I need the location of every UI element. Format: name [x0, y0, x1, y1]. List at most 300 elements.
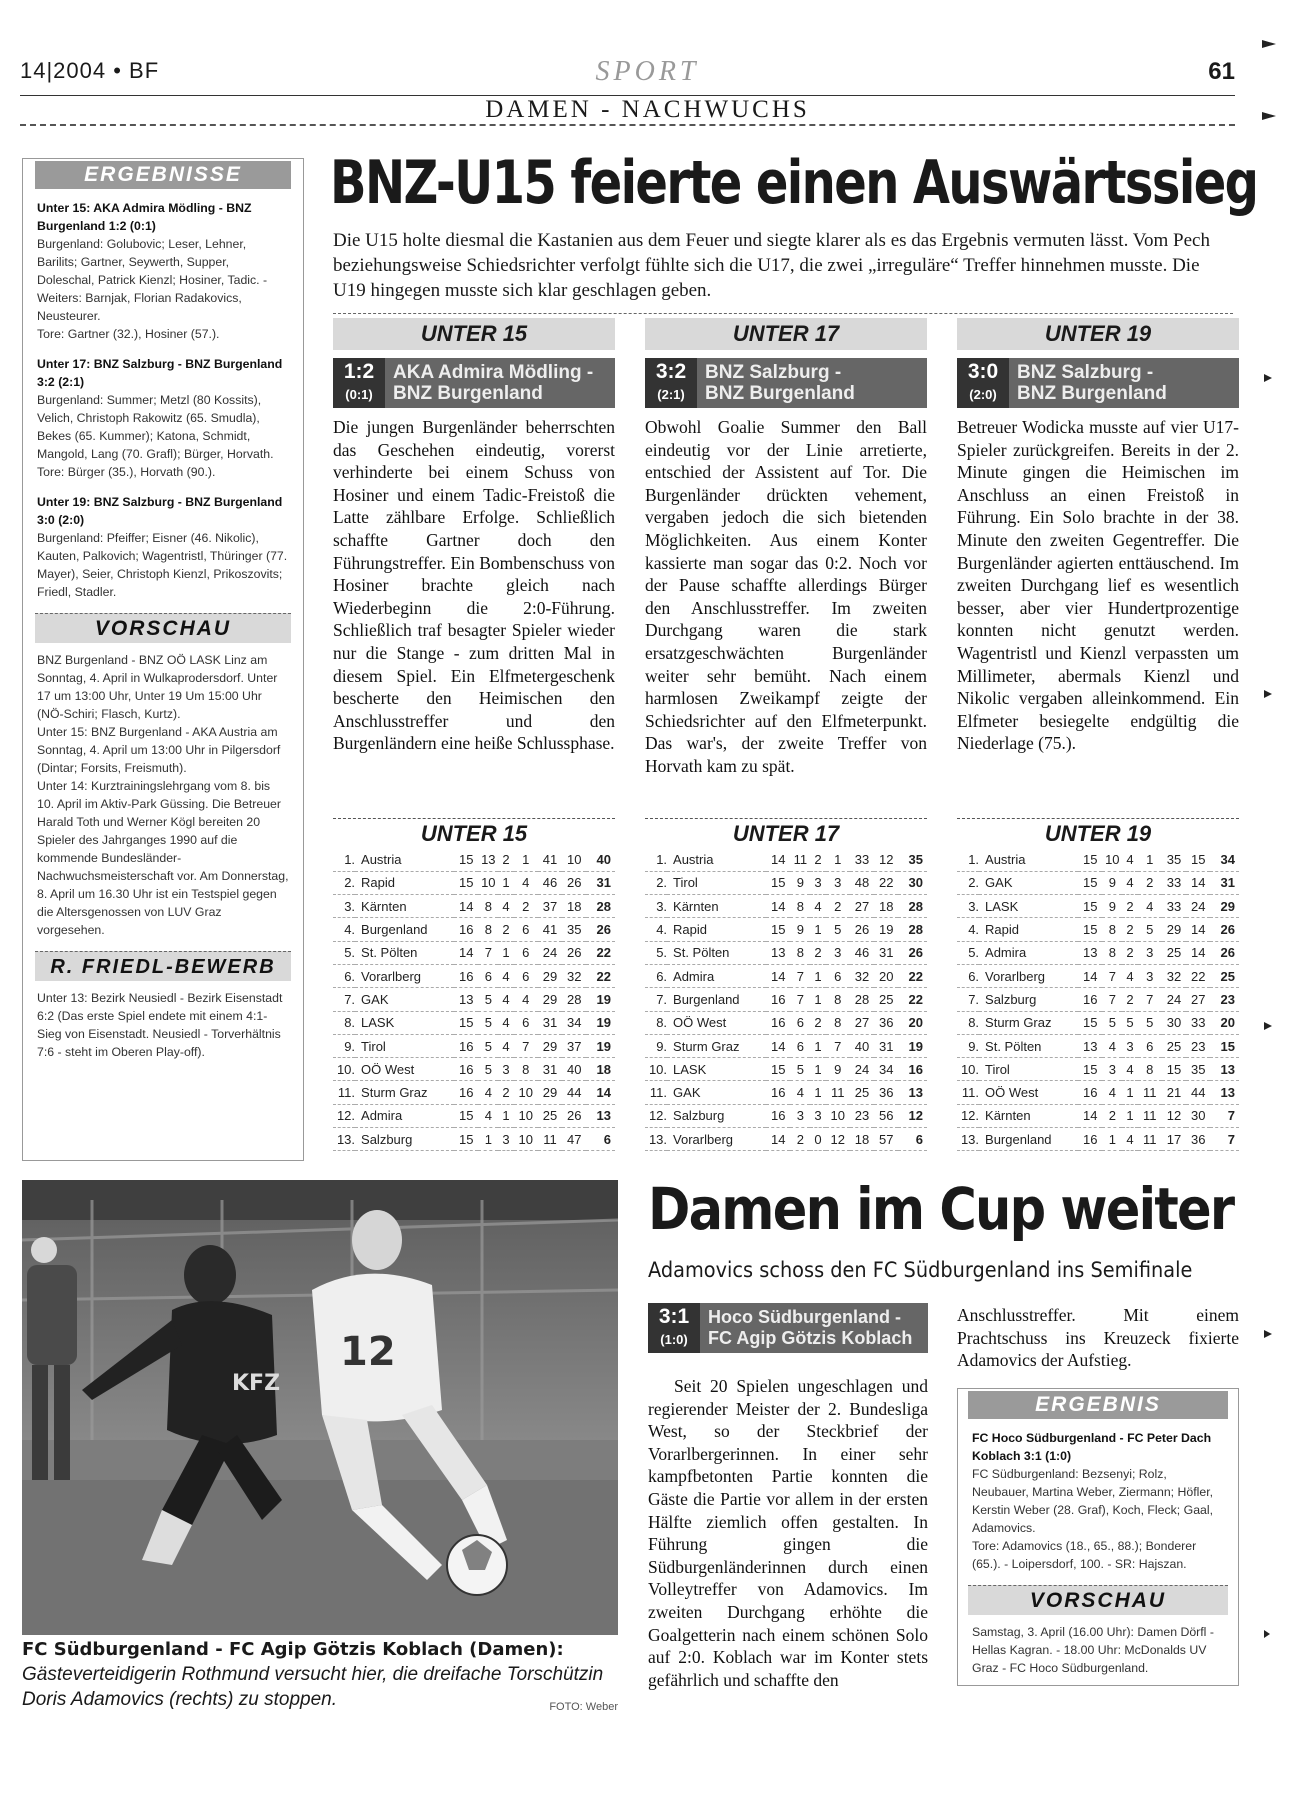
stat-cell: 14	[1186, 918, 1210, 941]
stat-cell: 1	[1138, 848, 1162, 871]
stat-cell: 9	[826, 1058, 850, 1081]
table-row	[957, 1081, 1239, 1104]
stat-cell: 4	[514, 871, 538, 894]
table-row	[333, 964, 615, 987]
stat-cell: 1.	[645, 848, 667, 871]
damen-preview: Samstag, 3. April (16.00 Uhr): Damen Dörfl - Hellas Kagran. - 18.00 Uhr: McDonalds UV Graz - FC Hoco Südburgenland.	[972, 1624, 1214, 1675]
stat-cell: 1	[810, 988, 825, 1011]
team-cell: GAK	[979, 871, 1078, 894]
table-row	[645, 1011, 927, 1034]
points-cell: 19	[586, 1011, 615, 1034]
stat-cell: 24	[1186, 895, 1210, 918]
stat-cell: 8	[826, 988, 850, 1011]
team-cell: St. Pölten	[667, 941, 766, 964]
table-heading: UNTER 17	[645, 818, 927, 848]
stat-cell: 5.	[645, 941, 667, 964]
table-row	[333, 1011, 615, 1034]
damen-results-box	[957, 1388, 1239, 1686]
points-cell: 13	[586, 1104, 615, 1127]
points-cell: 12	[898, 1104, 927, 1127]
preview-item: BNZ Burgenland - BNZ OÖ LASK Linz am Sonntag, 4. April in Wulkaprodersdorf. Unter 17 um 13:00 Uhr, Unter 19 Um 15:00 Uhr (NÖ-Schiri; Flasch, Kurtz).	[37, 653, 278, 721]
stat-cell: 22	[1186, 964, 1210, 987]
stat-cell: 36	[874, 1081, 898, 1104]
stat-cell: 5	[1102, 1011, 1122, 1034]
stat-cell: 1	[498, 1104, 513, 1127]
stat-cell: 4	[790, 1081, 810, 1104]
table-row	[645, 964, 927, 987]
stat-cell: 2	[790, 1128, 810, 1151]
stat-cell: 8.	[957, 1011, 979, 1034]
table-row	[645, 988, 927, 1011]
table-row	[333, 895, 615, 918]
team-cell: Kärnten	[979, 1104, 1078, 1127]
team-cell: Kärnten	[667, 895, 766, 918]
stat-cell: 15	[454, 1128, 478, 1151]
points-cell: 26	[898, 941, 927, 964]
stat-cell: 6	[514, 941, 538, 964]
team-cell: Burgenland	[979, 1128, 1078, 1151]
points-cell: 14	[586, 1081, 615, 1104]
stat-cell: 5.	[957, 941, 979, 964]
table-row	[333, 1104, 615, 1127]
stat-cell: 3	[810, 1104, 825, 1127]
photo-caption: FC Südburgenland - FC Agip Götzis Koblach (Damen): Gästeverteidigerin Rothmund versucht hier, die dreifache Torschützin Doris Adamovics (rechts) zu stoppen. FOTO: Weber	[22, 1637, 618, 1720]
section-title: SPORT	[595, 56, 700, 87]
points-cell: 7	[1210, 1128, 1239, 1151]
team-cell: Tirol	[667, 871, 766, 894]
table-row	[645, 1034, 927, 1057]
stat-cell: 37	[562, 1034, 586, 1057]
team-cell: LASK	[979, 895, 1078, 918]
stat-cell: 5	[478, 1058, 498, 1081]
score-bar: 3:0 (2:0) BNZ Salzburg - BNZ Burgenland	[957, 358, 1239, 408]
stat-cell: 10	[514, 1081, 538, 1104]
svg-text:12: 12	[340, 1329, 396, 1375]
stat-cell: 6.	[645, 964, 667, 987]
photo-illustration	[22, 1180, 618, 1635]
stat-cell: 32	[562, 964, 586, 987]
stat-cell: 46	[850, 941, 874, 964]
team-cell: Rapid	[355, 871, 454, 894]
table-row	[645, 941, 927, 964]
points-cell: 18	[586, 1058, 615, 1081]
stat-cell: 17	[1162, 1128, 1186, 1151]
stat-cell: 3	[790, 1104, 810, 1127]
score-bar: 3:2 (2:1) BNZ Salzburg - BNZ Burgenland	[645, 358, 927, 408]
stat-cell: 2	[1122, 988, 1137, 1011]
table-row	[333, 848, 615, 871]
stat-cell: 3.	[645, 895, 667, 918]
stat-cell: 11	[1138, 1081, 1162, 1104]
stat-cell: 23	[1186, 1034, 1210, 1057]
stat-cell: 11	[1138, 1104, 1162, 1127]
stat-cell: 41	[538, 848, 562, 871]
points-cell: 26	[586, 918, 615, 941]
sidebar-box	[22, 158, 304, 1161]
table-row	[645, 1081, 927, 1104]
stat-cell: 1	[514, 848, 538, 871]
stat-cell: 37	[538, 895, 562, 918]
stat-cell: 11	[1138, 1128, 1162, 1151]
stat-cell: 31	[874, 1034, 898, 1057]
stat-cell: 16	[454, 964, 478, 987]
team-cell: OÖ West	[979, 1081, 1078, 1104]
u19-result: Unter 19: BNZ Salzburg - BNZ Burgenland 3:0 (2:0) Burgenland: Pfeiffer; Eisner (46. Nikolic), Kauten, Palkovich; Wagentristl, Thüringer (77. Mayer), Seier, Christoph Kienzl, Prikoszovits; Friedl, Stadler.	[37, 495, 288, 599]
stat-cell: 14	[1186, 941, 1210, 964]
stat-cell: 0	[810, 1128, 825, 1151]
stat-cell: 14	[766, 895, 790, 918]
stat-cell: 44	[562, 1081, 586, 1104]
team-cell: Burgenland	[355, 918, 454, 941]
stat-cell: 1	[810, 1081, 825, 1104]
stat-cell: 1	[810, 918, 825, 941]
stat-cell: 26	[562, 1104, 586, 1127]
photo-credit: FOTO: Weber	[549, 1701, 618, 1713]
team-cell: Admira	[667, 964, 766, 987]
stat-cell: 34	[562, 1011, 586, 1034]
ergebnisse-heading: ERGEBNISSE	[35, 161, 291, 189]
stat-cell: 12	[874, 848, 898, 871]
stat-cell: 5	[1138, 1011, 1162, 1034]
margin-arrow-icon	[1264, 1022, 1272, 1030]
stat-cell: 15	[1078, 918, 1102, 941]
table-row	[957, 848, 1239, 871]
stat-cell: 7.	[957, 988, 979, 1011]
points-cell: 28	[586, 895, 615, 918]
stat-cell: 1	[1122, 1104, 1137, 1127]
team-cell: OÖ West	[667, 1011, 766, 1034]
team-cell: Burgenland	[667, 988, 766, 1011]
lead-paragraph: Die U15 holte diesmal die Kastanien aus dem Feuer und siegte klarer als es das Ergebnis vermuten lässt. Vom Pech beziehungsweise Schiedsrichter verfolgt fühlte sich die U17, die zwei „irreguläre“ Treffer hinnehmen musste. Die U19 hingegen musste sich klar geschlagen geben.	[333, 230, 1210, 301]
stat-cell: 35	[1162, 848, 1186, 871]
damen-result: FC Hoco Südburgenland - FC Peter Dach Koblach 3:1 (1:0) FC Südburgenland: Bezsenyi; Rolz, Neubauer, Martina Weber, Ziermann; Höfler, Kerstin Weber (28. Graf), Koch, Fleck; Gaal, Adamovics. Tore: Adamovics (18., 65., 88.); Bonderer (65.). - Loipersdorf, 100. - SR: Hajszan.	[972, 1430, 1214, 1571]
points-cell: 26	[1210, 941, 1239, 964]
stat-cell: 41	[538, 918, 562, 941]
stat-cell: 3	[1102, 1058, 1122, 1081]
stat-cell: 34	[874, 1058, 898, 1081]
stat-cell: 8.	[645, 1011, 667, 1034]
team-cell: Rapid	[979, 918, 1078, 941]
table-row	[333, 1058, 615, 1081]
margin-arrow-icon	[1264, 1330, 1272, 1338]
stat-cell: 3	[1138, 941, 1162, 964]
stat-cell: 15	[1162, 1058, 1186, 1081]
stat-cell: 4.	[333, 918, 355, 941]
stat-cell: 2	[810, 848, 825, 871]
team-cell: Admira	[355, 1104, 454, 1127]
points-cell: 28	[898, 895, 927, 918]
team-cell: Vorarlberg	[355, 964, 454, 987]
table-u17-box	[645, 818, 927, 1151]
stat-cell: 15	[454, 1104, 478, 1127]
issue-label: 14|2004 • BF	[20, 58, 160, 83]
points-cell: 13	[1210, 1081, 1239, 1104]
stat-cell: 14	[766, 848, 790, 871]
stat-cell: 16	[1078, 1081, 1102, 1104]
stat-cell: 29	[538, 988, 562, 1011]
stat-cell: 4	[1138, 895, 1162, 918]
stat-cell: 5	[790, 1058, 810, 1081]
stat-cell: 7	[1102, 988, 1122, 1011]
column-heading: UNTER 15	[333, 318, 615, 350]
team-cell: OÖ West	[355, 1058, 454, 1081]
stat-cell: 1	[1122, 1081, 1137, 1104]
table-row	[645, 1104, 927, 1127]
stat-cell: 7	[790, 964, 810, 987]
column-u15	[333, 318, 615, 755]
preview-item: Unter 15: BNZ Burgenland - AKA Austria am Sonntag, 4. April um 13:00 Uhr in Pilgersdorf (Dintar; Forsits, Freismuth).	[37, 725, 281, 775]
stat-cell: 12.	[333, 1104, 355, 1127]
damen-column-left	[648, 1303, 928, 1691]
stat-cell: 44	[1186, 1081, 1210, 1104]
margin-arrow-icon	[1262, 40, 1276, 48]
stat-cell: 29	[1162, 918, 1186, 941]
points-cell: 22	[586, 964, 615, 987]
team-cell: Vorarlberg	[667, 1128, 766, 1151]
table-row	[333, 871, 615, 894]
stat-cell: 2	[1102, 1104, 1122, 1127]
points-cell: 19	[586, 1034, 615, 1057]
lead-rule	[333, 313, 1233, 314]
team-cell: Austria	[979, 848, 1078, 871]
table-row	[645, 848, 927, 871]
margin-arrow-icon	[1262, 112, 1276, 120]
stat-cell: 1	[810, 1058, 825, 1081]
points-cell: 19	[898, 1034, 927, 1057]
table-row	[957, 964, 1239, 987]
stat-cell: 2	[826, 895, 850, 918]
stat-cell: 2	[810, 941, 825, 964]
stat-cell: 14	[454, 941, 478, 964]
stat-cell: 5	[826, 918, 850, 941]
stat-cell: 14	[766, 1034, 790, 1057]
stat-cell: 11.	[645, 1081, 667, 1104]
table-row	[333, 1081, 615, 1104]
stat-cell: 8	[478, 895, 498, 918]
table-heading: UNTER 19	[957, 818, 1239, 848]
score-bar: 1:2 (0:1) AKA Admira Mödling - BNZ Burgenland	[333, 358, 615, 408]
stat-cell: 30	[1186, 1104, 1210, 1127]
stat-cell: 14	[1078, 1104, 1102, 1127]
points-cell: 40	[586, 848, 615, 871]
stat-cell: 7	[514, 1034, 538, 1057]
points-cell: 15	[1210, 1034, 1239, 1057]
stat-cell: 15	[1078, 1058, 1102, 1081]
table-row	[957, 871, 1239, 894]
stat-cell: 14	[766, 1128, 790, 1151]
stat-cell: 8.	[333, 1011, 355, 1034]
stat-cell: 4	[1102, 1081, 1122, 1104]
stat-cell: 16	[1078, 1128, 1102, 1151]
stat-cell: 1	[498, 941, 513, 964]
stat-cell: 48	[850, 871, 874, 894]
stat-cell: 2.	[957, 871, 979, 894]
stat-cell: 4	[498, 895, 513, 918]
stat-cell: 15	[766, 918, 790, 941]
stat-cell: 40	[850, 1034, 874, 1057]
stat-cell: 4	[498, 988, 513, 1011]
column-heading: UNTER 19	[957, 318, 1239, 350]
table-u15-box	[333, 818, 615, 1151]
stat-cell: 32	[850, 964, 874, 987]
stat-cell: 10.	[645, 1058, 667, 1081]
subsection-title: DAMEN - NACHWUCHS	[485, 96, 810, 123]
stat-cell: 3	[810, 871, 825, 894]
stat-cell: 15	[766, 871, 790, 894]
team-cell: Vorarlberg	[979, 964, 1078, 987]
stat-cell: 29	[538, 1034, 562, 1057]
column-text: Obwohl Goalie Summer den Ball eindeutig vor der Linie arretierte, entschied der Assistent auf Tor. Die Burgenländer drückten vehement, vergaben jedoch die sich bietenden Möglichkeiten. Aus einem Konter kassierte man sogar das 0:2. Noch vor der Pause schaffte allerdings Bürger den Anschlusstreffer. Im zweiten Durchgang waren die stark ersatzgeschwächten Burgenländer weiter sehr bemüht. Nach einem harmlosen Zweikampf zeigte der Schiedsrichter auf den Elfmeterpunkt. Das war's, der zweite Treffer von Horvath kam zu spät.	[645, 417, 927, 776]
stat-cell: 8	[478, 918, 498, 941]
match-photo	[22, 1180, 618, 1635]
stat-cell: 1.	[957, 848, 979, 871]
stat-cell: 3.	[333, 895, 355, 918]
margin-arrow-icon	[1264, 690, 1272, 698]
points-cell: 22	[898, 964, 927, 987]
stat-cell: 16	[1078, 988, 1102, 1011]
stat-cell: 14	[454, 895, 478, 918]
stat-cell: 57	[874, 1128, 898, 1151]
points-cell: 19	[586, 988, 615, 1011]
team-cell: St. Pölten	[355, 941, 454, 964]
points-cell: 13	[1210, 1058, 1239, 1081]
stat-cell: 2	[514, 895, 538, 918]
stat-cell: 3	[1122, 1034, 1137, 1057]
stat-cell: 16	[766, 988, 790, 1011]
stat-cell: 4.	[957, 918, 979, 941]
vorschau-heading: VORSCHAU	[35, 613, 291, 643]
stat-cell: 4	[478, 1104, 498, 1127]
stat-cell: 9.	[645, 1034, 667, 1057]
stat-cell: 19	[874, 918, 898, 941]
damen-score-bar: 3:1 (1:0) Hoco Südburgenland - FC Agip Götzis Koblach	[648, 1303, 928, 1353]
table-row	[333, 988, 615, 1011]
stat-cell: 15	[1078, 871, 1102, 894]
stat-cell: 4	[810, 895, 825, 918]
stat-cell: 8	[1138, 1058, 1162, 1081]
stat-cell: 2	[1122, 941, 1137, 964]
stat-cell: 35	[562, 918, 586, 941]
team-cell: Sturm Graz	[667, 1034, 766, 1057]
stat-cell: 4	[498, 964, 513, 987]
stat-cell: 46	[538, 871, 562, 894]
stat-cell: 6	[1138, 1034, 1162, 1057]
team-cell: Sturm Graz	[979, 1011, 1078, 1034]
table-row	[333, 918, 615, 941]
stat-cell: 25	[850, 1081, 874, 1104]
stat-cell: 4	[1122, 871, 1137, 894]
damen-column-right	[957, 1304, 1239, 1686]
table-row	[645, 895, 927, 918]
page-number: 61	[1208, 58, 1235, 85]
column-u19	[957, 318, 1239, 755]
team-cell: LASK	[355, 1011, 454, 1034]
points-cell: 26	[1210, 918, 1239, 941]
team-cell: Salzburg	[979, 988, 1078, 1011]
stat-cell: 7	[478, 941, 498, 964]
stat-cell: 36	[1186, 1128, 1210, 1151]
standings-table-u17	[645, 848, 927, 1151]
points-cell: 34	[1210, 848, 1239, 871]
stat-cell: 10.	[957, 1058, 979, 1081]
stat-cell: 6	[514, 918, 538, 941]
stat-cell: 16	[454, 1058, 478, 1081]
stat-cell: 26	[562, 871, 586, 894]
stat-cell: 4	[1122, 1058, 1137, 1081]
u15-result: Unter 15: AKA Admira Mödling - BNZ Burgenland 1:2 (0:1) Burgenland: Golubovic; Leser, Lehner, Barilits; Gartner, Seywerth, Supper, Doleschal, Patrick Kienzl; Hosiner, Tadic. - Weiters: Barnjak, Florian Radakovics, Neusteurer. Tore: Gartner (32.), Hosiner (57.).	[37, 201, 268, 341]
stat-cell: 13	[766, 941, 790, 964]
team-cell: St. Pölten	[979, 1034, 1078, 1057]
stat-cell: 4	[498, 1034, 513, 1057]
stat-cell: 29	[538, 1081, 562, 1104]
stat-cell: 10	[1102, 848, 1122, 871]
table-row	[645, 871, 927, 894]
stat-cell: 11	[538, 1128, 562, 1151]
team-cell: Austria	[355, 848, 454, 871]
table-row	[957, 895, 1239, 918]
stat-cell: 7.	[333, 988, 355, 1011]
points-cell: 6	[586, 1128, 615, 1151]
stat-cell: 13	[1078, 1034, 1102, 1057]
main-headline: BNZ-U15 feierte einen Auswärtssieg	[330, 148, 1258, 218]
stat-cell: 9	[1102, 871, 1122, 894]
team-cell: Rapid	[667, 918, 766, 941]
stat-cell: 4	[478, 1081, 498, 1104]
stat-cell: 7	[790, 988, 810, 1011]
damen-vorschau-heading: VORSCHAU	[968, 1585, 1228, 1615]
table-row	[957, 1034, 1239, 1057]
table-row	[645, 918, 927, 941]
stat-cell: 25	[1162, 941, 1186, 964]
stat-cell: 2	[498, 1081, 513, 1104]
stat-cell: 9.	[333, 1034, 355, 1057]
stat-cell: 15	[454, 871, 478, 894]
table-u19-box	[957, 818, 1239, 1151]
stat-cell: 1	[826, 848, 850, 871]
table-row	[645, 1058, 927, 1081]
stat-cell: 5	[1122, 1011, 1137, 1034]
stat-cell: 25	[538, 1104, 562, 1127]
table-row	[333, 941, 615, 964]
stat-cell: 27	[850, 895, 874, 918]
stat-cell: 9	[1102, 895, 1122, 918]
team-cell: LASK	[667, 1058, 766, 1081]
stat-cell: 6	[514, 1011, 538, 1034]
stat-cell: 10	[562, 848, 586, 871]
stat-cell: 23	[850, 1104, 874, 1127]
stat-cell: 10	[514, 1104, 538, 1127]
standings-table-u19	[957, 848, 1239, 1151]
stat-cell: 26	[562, 941, 586, 964]
stat-cell: 9.	[957, 1034, 979, 1057]
stat-cell: 9	[790, 871, 810, 894]
stat-cell: 33	[1162, 871, 1186, 894]
damen-headline: Damen im Cup weiter	[648, 1175, 1234, 1243]
team-cell: Salzburg	[355, 1128, 454, 1151]
stat-cell: 18	[874, 895, 898, 918]
points-cell: 28	[898, 918, 927, 941]
stat-cell: 1	[810, 1034, 825, 1057]
table-row	[957, 1128, 1239, 1151]
column-u17	[645, 318, 927, 778]
stat-cell: 35	[1186, 1058, 1210, 1081]
stat-cell: 25	[1162, 1034, 1186, 1057]
column-text: Betreuer Wodicka musste auf vier U17-Spieler zurückgreifen. Bereits in der 2. Minute gingen die Heimischen im Anschluss an einen Freistoß in Führung. Ein Solo brachte in der 38. Minute den zweiten Gegentreffer. Die Burgenländer agierten enttäuschend. Im zweiten Durchgang lief es wesentlich besser, aber vier Hundertprozentige konnten nicht genutzt werden. Wagentristl und Kienzl verpassten um Millimeter, abermals Kienzl und Nikolic vergaben alleinkommend. Ein Elfmeter besiegelte endgültig die Niederlage (75.).	[957, 417, 1239, 754]
sidebar-preview	[23, 651, 303, 939]
stat-cell: 27	[1186, 988, 1210, 1011]
stat-cell: 6.	[333, 964, 355, 987]
points-cell: 22	[586, 941, 615, 964]
